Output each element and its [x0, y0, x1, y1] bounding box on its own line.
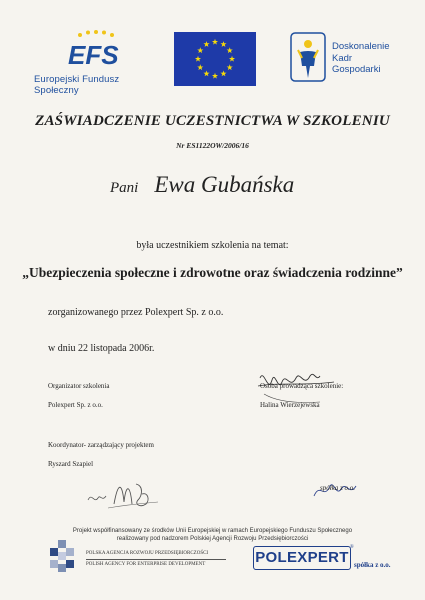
parp-line-1: POLSKA AGENCJA ROZWOJU PRZEDSIĘBIORCZOŚCI — [86, 551, 209, 556]
dkg-figure-icon — [290, 32, 326, 82]
eu-flag-icon — [174, 32, 256, 86]
polexpert-logo: POLEXPERT — [253, 546, 351, 570]
parp-name — [86, 549, 236, 569]
polexpert-company-type: spółka z o.o. — [354, 561, 391, 569]
coordinator-value: Ryszard Szapiel — [48, 460, 94, 468]
trainer-value: Halina Wierzejewska — [260, 401, 320, 409]
efs-mark-icon — [62, 30, 126, 70]
parp-line-2: POLISH AGENCY FOR ENTERPRISE DEVELOPMENT — [86, 562, 206, 567]
svg-text:EFS: EFS — [68, 40, 119, 70]
dkg-line-1: Doskonalenie — [332, 41, 390, 52]
certificate-title: ZAŚWIADCZENIE UCZESTNICTWA W SZKOLENIU — [35, 113, 390, 129]
dkg-line-2: Kadr — [332, 52, 353, 64]
organizer-value: Polexpert Sp. z o.o. — [48, 401, 103, 409]
dkg-logo — [290, 32, 400, 82]
dkg-name — [332, 41, 402, 76]
dkg-line-3: Gospodarki — [332, 64, 381, 75]
course-title: „Ubezpieczenia społeczne i zdrowotne oraz świadczenia rodzinne” — [22, 265, 403, 280]
company-stamp: spółka z o.o. — [320, 484, 355, 492]
efs-name: Europejski Fundusz Społeczny — [34, 74, 120, 96]
coordinator-label: Koordynator- zarządzający projektem — [48, 441, 154, 449]
funding-note — [60, 528, 365, 543]
date-text: w dniu 22 listopada 2006r. — [48, 343, 155, 354]
funding-note-line-1: Projekt współfinansowany ze środków Unii Europejskiej w ramach Europejskiego Funduszu Społecznego — [72, 528, 353, 534]
funding-note-line-2: realizowany pod nadzorem Polskiej Agencji Rozwoju Przedsiębiorczości — [116, 535, 309, 542]
coordinator-signature-icon — [84, 474, 164, 514]
certificate-number: Nr ES1122OW/2006/16 — [176, 141, 249, 150]
parp-logo-icon — [45, 539, 79, 573]
organizer-label: Organizator szkolenia — [48, 382, 110, 390]
trainer-label: Osoba prowadząca szkolenie: — [260, 382, 344, 390]
participant-name: Ewa Gubańska — [154, 172, 295, 197]
efs-logo — [34, 30, 154, 96]
organizer-text: zorganizowanego przez Polexpert Sp. z o.o. — [48, 307, 224, 318]
registered-mark: ® — [350, 545, 354, 550]
recipient — [110, 172, 410, 198]
participation-text: była uczestnikiem szkolenia na temat: — [136, 240, 289, 251]
honorific: Pani — [110, 180, 139, 196]
